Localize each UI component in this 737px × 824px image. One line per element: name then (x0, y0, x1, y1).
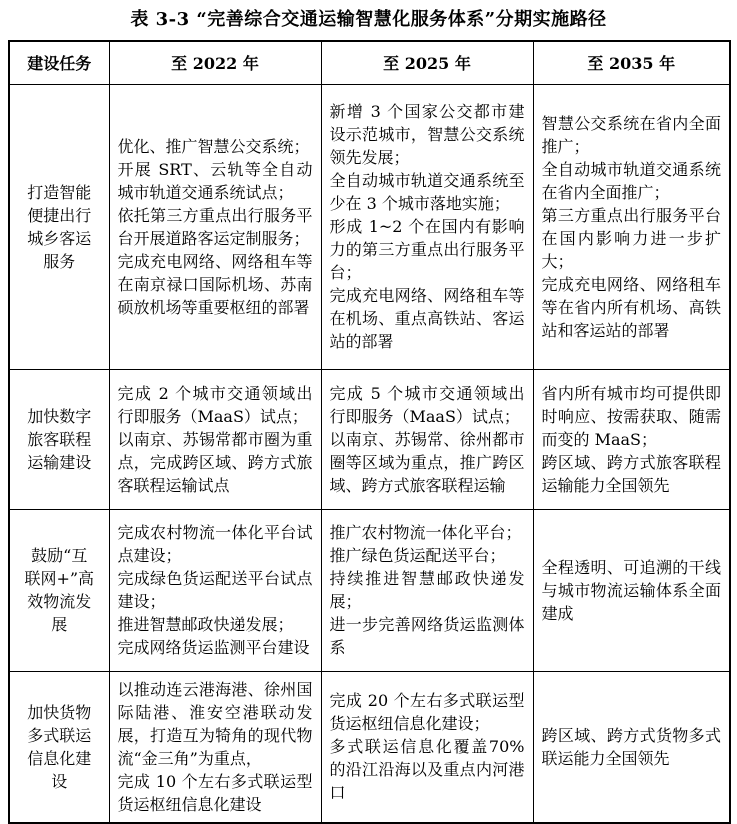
milestone-2035-cell (533, 671, 730, 823)
header-row (9, 41, 730, 84)
cell-line: 以推动连云港海港、徐州国际陆港、淮安空港联动发展，打造互为犄角的现代物流“金三角”为重点， (117, 679, 313, 768)
cell-line: 全程透明、可追溯的干线与城市物流运输体系全面建成 (541, 557, 721, 623)
cell-line: 全自动城市轨道交通系统至少在 3 个城市落地实施； (329, 171, 525, 213)
table-row (9, 369, 730, 509)
cell-line: 形成 1~2 个在国内有影响力的第三方重点出行服务平台； (329, 217, 525, 282)
table-row (9, 671, 730, 823)
cell-line: 完成网络货运监测平台建设 (117, 638, 310, 657)
cell-line: 第三方重点出行服务平台在国内影响力进一步扩大； (541, 205, 721, 271)
task-cell: 打造智能便捷出行城乡客运服务 (9, 84, 109, 369)
cell-line: 跨区域、跨方式旅客联程运输能力全国领先 (541, 452, 721, 495)
cell-line: 智慧公交系统在省内全面推广； (541, 113, 721, 156)
cell-line: 完成 10 个左右多式联运型货运枢纽信息化建设 (117, 771, 313, 814)
table-row (9, 84, 730, 369)
cell-line: 完成 5 个城市交通领域出行即服务（MaaS）试点； (329, 383, 525, 426)
cell-line: 新增 3 个国家公交都市建设示范城市，智慧公交系统领先发展； (329, 102, 525, 167)
cell-line: 优化、推广智慧公交系统； (117, 136, 310, 156)
header-task: 建设任务 (9, 41, 109, 84)
cell-line: 完成充电网络、网络租车等在省内所有机场、高铁站和客运站的部署 (541, 274, 721, 340)
cell-line: 持续推进智慧邮政快递发展； (329, 569, 525, 611)
cell-line: 完成绿色货运配送平台试点建设； (117, 569, 313, 611)
cell-line: 推广绿色货运配送平台； (329, 546, 506, 565)
milestone-2022-cell (109, 369, 321, 509)
cell-line: 完成 20 个左右多式联运型货运枢纽信息化建设； (329, 691, 525, 733)
table-row (9, 509, 730, 671)
cell-line: 依托第三方重点出行服务平台开展道路客运定制服务； (117, 205, 313, 248)
task-cell: 加快数字旅客联程运输建设 (9, 369, 109, 509)
header-2035: 至 2035 年 (533, 41, 730, 84)
table-caption: 表 3-3 “完善综合交通运输智慧化服务体系”分期实施路径 (130, 9, 607, 30)
cell-line: 完成充电网络、网络租车等在机场、重点高铁站、客运站的部署 (329, 286, 525, 351)
roadmap-table (8, 40, 731, 824)
cell-line: 完成充电网络、网络租车等在南京禄口国际机场、苏南硕放机场等重要枢纽的部署 (117, 251, 313, 317)
cell-line: 跨区域、跨方式货物多式联运能力全国领先 (541, 725, 721, 768)
milestone-2022-cell (109, 671, 321, 823)
milestone-2022-cell (109, 84, 321, 369)
header-2025: 至 2025 年 (321, 41, 533, 84)
header-2022: 至 2022 年 (109, 41, 321, 84)
cell-line: 多式联运信息化覆盖70%的沿江沿海以及重点内河港口 (329, 737, 525, 802)
task-cell: 加快货物多式联运信息化建设 (9, 671, 109, 823)
milestone-2035-cell (533, 509, 730, 671)
milestone-2025-cell (321, 84, 533, 369)
milestone-2025-cell (321, 671, 533, 823)
milestone-2035-cell (533, 369, 730, 509)
cell-line: 省内所有城市均可提供即时响应、按需获取、随需而变的 MaaS； (541, 383, 721, 449)
cell-line: 完成农村物流一体化平台试点建设； (117, 523, 313, 565)
task-cell: 鼓励“互联网+”高效物流发展 (9, 509, 109, 671)
milestone-2035-cell (533, 84, 730, 369)
cell-line: 推进智慧邮政快递发展； (117, 615, 294, 634)
cell-line: 以南京、苏锡常、徐州都市圈等区域为重点，推广跨区域、跨方式旅客联程运输 (329, 429, 525, 495)
cell-line: 完成 2 个城市交通领域出行即服务（MaaS）试点； (117, 383, 313, 426)
cell-line: 以南京、苏锡常都市圈为重点，完成跨区域、跨方式旅客联程运输试点 (117, 429, 313, 495)
cell-line: 推广农村物流一体化平台； (329, 523, 522, 542)
milestone-2022-cell (109, 509, 321, 671)
milestone-2025-cell (321, 509, 533, 671)
cell-line: 开展 SRT、云轨等全自动城市轨道交通系统试点； (117, 159, 313, 202)
milestone-2025-cell (321, 369, 533, 509)
cell-line: 全自动城市轨道交通系统在省内全面推广； (541, 159, 721, 202)
cell-line: 进一步完善网络货运监测体系 (329, 615, 525, 657)
